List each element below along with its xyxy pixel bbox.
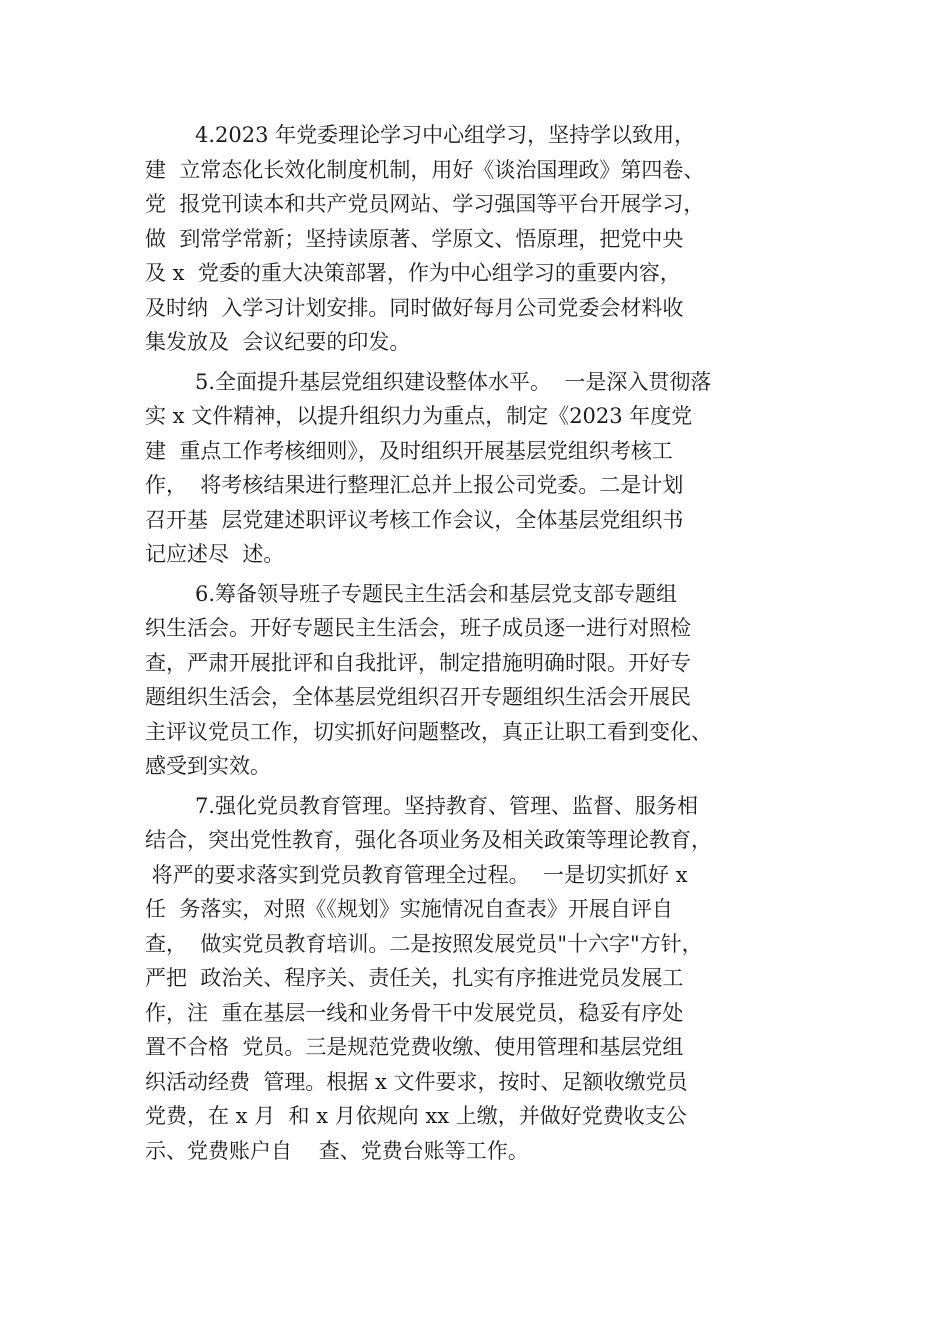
text-line: 实 x 文件精神，以提升组织力为重点，制定《2023 年度党	[145, 404, 693, 428]
text-line: 查， 做实党员教育培训。二是按照发展党员"十六字"方针，	[145, 931, 703, 956]
paragraph-4-study	[145, 118, 810, 360]
text-line: 6.筹备领导班子专题民主生活会和基层党支部专题组	[195, 581, 678, 606]
paragraph-6-meetings	[145, 577, 810, 784]
text-line: 织生活会。开好专题民主生活会，班子成员逐一进行对照检	[145, 616, 691, 640]
paragraph-5-organization	[145, 365, 810, 572]
text-line: 作，注 重在基层一线和业务骨干中发展党员，稳妥有序处	[145, 1000, 684, 1025]
text-line: 将严的要求落实到党员教育管理全过程。 一是切实抓好 x	[145, 862, 688, 887]
text-line: 做 到常学常新；坚持读原著、学原文、悟原理，把党中央	[145, 226, 684, 251]
text-line: 作， 将考核结果进行整理汇总并上报公司党委。二是计划	[145, 473, 684, 497]
text-line: 召开基 层党建述职评议考核工作会议，全体基层党组织书	[145, 507, 684, 532]
text-line: 集发放及 会议纪要的印发。	[145, 330, 411, 354]
text-line: 结合，突出党性教育，强化各项业务及相关政策等理论教育，	[145, 828, 712, 852]
text-line: 查，严肃开展批评和自我批评，制定措施明确时限。开好专	[145, 650, 691, 675]
text-line: 织活动经费 管理。根据 x 文件要求，按时、足额收缴党员	[145, 1069, 688, 1094]
paragraph-7-education	[145, 789, 810, 1169]
text-line: 党 报党刊读本和共产党员网站、学习强国等平台开展学习，	[145, 192, 705, 216]
text-line: 严把 政治关、程序关、责任关，扎实有序推进党员发展工	[145, 966, 684, 990]
text-line: 及 x 党委的重大决策部署，作为中心组学习的重要内容，	[145, 261, 681, 285]
text-line: 及时纳 入学习计划安排。同时做好每月公司党委会材料收	[145, 295, 684, 320]
text-line: 主评议党员工作，切实抓好问题整改，真正让职工看到变化、	[145, 719, 712, 744]
text-line: 建 立常态化长效化制度机制，用好《谈治国理政》第四卷、	[145, 157, 705, 182]
text-line: 7.强化党员教育管理。坚持教育、管理、监督、服务相	[195, 793, 699, 818]
text-line: 5.全面提升基层党组织建设整体水平。 一是深入贯彻落	[195, 369, 712, 394]
document-body	[145, 118, 810, 1173]
text-line: 建 重点工作考核细则》，及时组织开展基层党组织考核工	[145, 438, 673, 463]
text-line: 任 务落实，对照《《规划》实施情况自查表》开展自评自	[145, 897, 673, 921]
text-line: 示、党费账户自 查、党费台账等工作。	[145, 1138, 529, 1163]
text-line: 感受到实效。	[145, 754, 271, 778]
text-line: 置不合格 党员。三是规范党费收缴、使用管理和基层党组	[145, 1035, 684, 1059]
text-line: 4.2023 年党委理论学习中心组学习，坚持学以致用，	[195, 123, 696, 147]
text-line: 题组织生活会，全体基层党组织召开专题组织生活会开展民	[145, 685, 691, 709]
text-line: 记应述尽 述。	[145, 542, 285, 566]
text-line: 党费，在 x 月 和 x 月依规向 xx 上缴，并做好党费收支公	[145, 1104, 687, 1128]
